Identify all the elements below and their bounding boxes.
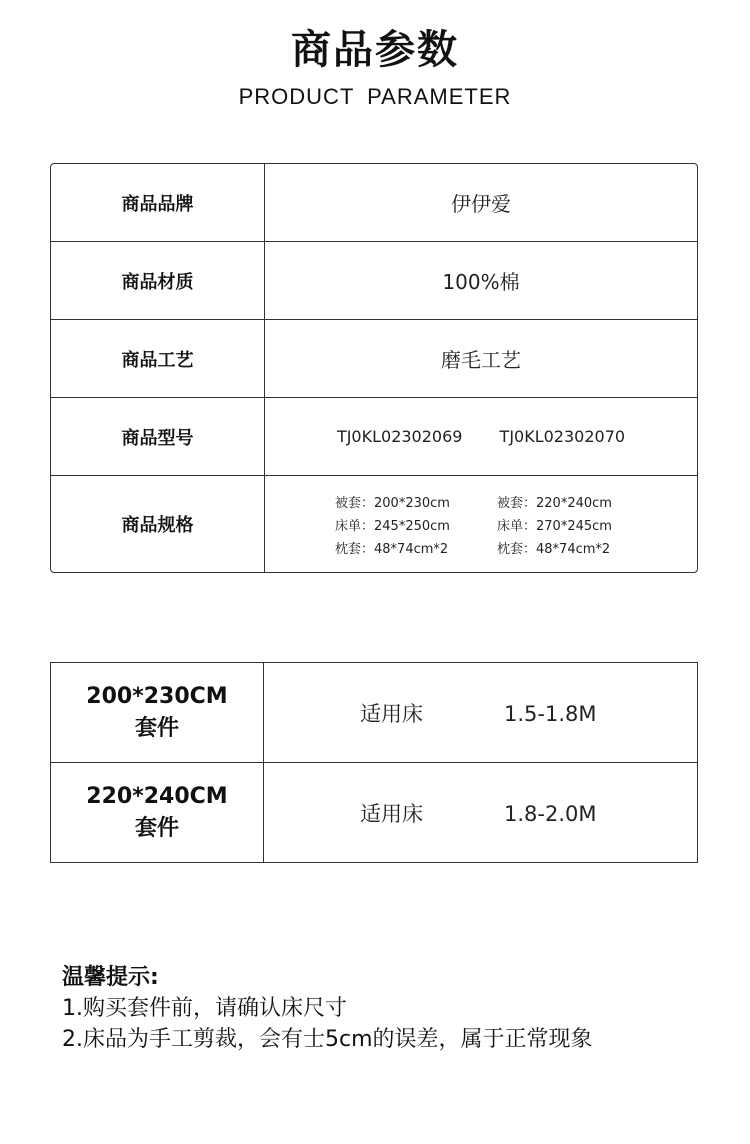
spec-item: 被套：200*230cm	[335, 495, 450, 511]
brand-value: 伊伊爱	[265, 164, 697, 242]
spec-label: 商品规格	[51, 476, 265, 572]
table-row-spec	[51, 476, 697, 572]
model-values	[265, 398, 697, 476]
spec-item: 被套：220*240cm	[497, 495, 612, 511]
bed-size-table	[50, 662, 698, 863]
bed-fit-range: 1.8-2.0M	[504, 801, 597, 826]
bed-fit	[264, 663, 698, 763]
bed-fit-range: 1.5-1.8M	[504, 701, 597, 726]
page-subtitle: PRODUCT PARAMETER	[238, 84, 512, 109]
tips-line: 1.购买套件前，请确认床尺寸	[62, 996, 347, 1021]
model-label: 商品型号	[51, 398, 265, 476]
product-parameter-table	[50, 163, 698, 573]
tips-title: 温馨提示:	[62, 965, 159, 990]
bed-fit-label: 适用床	[360, 801, 423, 826]
table-row	[51, 663, 698, 763]
table-row-craft	[51, 320, 697, 398]
bed-fit	[264, 763, 698, 863]
table-row-brand	[51, 164, 697, 242]
spec-item: 枕套：48*74cm*2	[497, 541, 611, 557]
table-row	[51, 763, 698, 863]
spec-values	[265, 476, 697, 572]
tips-line: 2.床品为手工剪裁，会有士5cm的误差，属于正常现象	[62, 1027, 593, 1052]
bed-fit-label: 适用床	[360, 701, 423, 726]
model-number: TJ0KL02302069	[336, 427, 463, 446]
material-value: 100%棉	[265, 242, 697, 320]
model-number: TJ0KL02302070	[499, 427, 626, 446]
spec-item: 床单：270*245cm	[497, 518, 612, 534]
spec-item: 床单：245*250cm	[335, 518, 450, 534]
brand-label: 商品品牌	[51, 164, 265, 242]
tips-section	[62, 962, 593, 1055]
table-row-material	[51, 242, 697, 320]
size-label: 200*230CM 套件	[51, 663, 264, 763]
craft-value: 磨毛工艺	[265, 320, 697, 398]
material-label: 商品材质	[51, 242, 265, 320]
spec-item: 枕套：48*74cm*2	[335, 541, 449, 557]
size-label: 220*240CM 套件	[51, 763, 264, 863]
table-row-model	[51, 398, 697, 476]
page-title: 商品参数	[291, 27, 459, 73]
craft-label: 商品工艺	[51, 320, 265, 398]
